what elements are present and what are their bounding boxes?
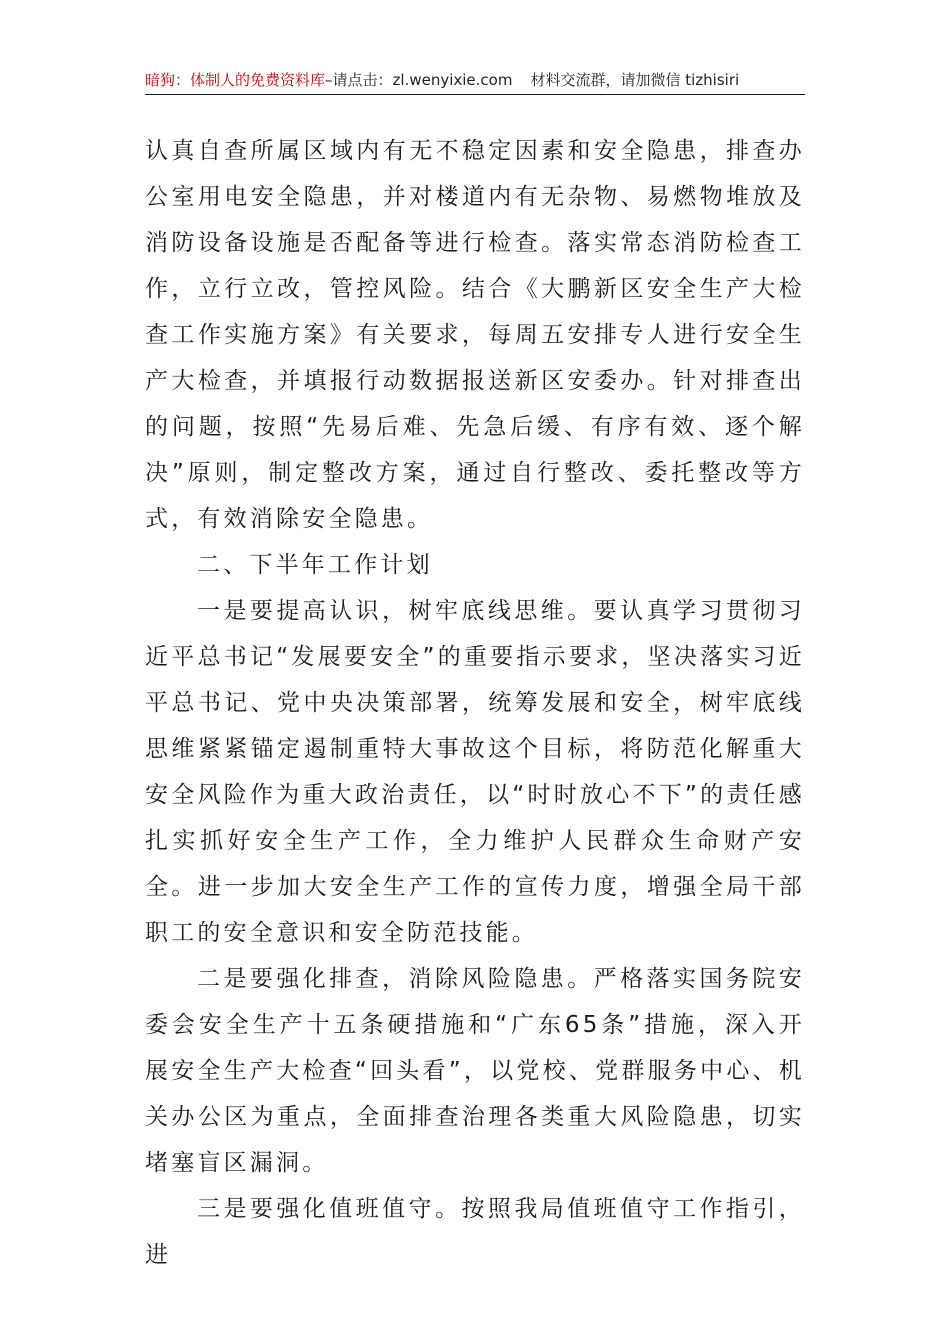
header-click-prompt: –请点击：: [325, 71, 393, 89]
header-url-link[interactable]: zl.wenyixie.com: [392, 71, 513, 89]
section-heading: 二、下半年工作计划: [197, 552, 433, 578]
header-divider: [145, 94, 805, 95]
paragraph-item-3: 三是要强化值班值守。按照我局值班值守工作指引，进: [145, 1196, 805, 1268]
paragraph-continuation: 认真自查所属区域内有无不稳定因素和安全隐患，排查办公室用电安全隐患，并对楼道内有无杂物、易燃物堆放及消防设备设施是否配备等进行检查。落实常态消防检查工作，立行立改，管控风险。结合《大鹏新区安全生产大检查工作实施方案》有关要求，每周五安排专人进行安全生产大检查，并填报行动数据报送新区安委办。针对排查出的问题，按照“先易后难、先急后缓、有序有效、逐个解决”原则，制定整改方案，通过自行整改、委托整改等方式，有效消除安全隐患。: [145, 138, 805, 532]
page-header: [145, 68, 805, 92]
header-brand: 暗狗：体制人的免费资料库: [145, 71, 326, 89]
document-body: [145, 128, 805, 1278]
paragraph-item-1: 一是要提高认识，树牢底线思维。要认真学习贯彻习近平总书记“发展要安全”的重要指示要求，坚决落实习近平总书记、党中央决策部署，统筹发展和安全，树牢底线思维紧紧锚定遏制重特大事故这个目标，将防范化解重大安全风险作为重大政治责任，以“时时放心不下”的责任感扎实抓好安全生产工作，全力维护人民群众生命财产安全。进一步加大安全生产工作的宣传力度，增强全局干部职工的安全意识和安全防范技能。: [145, 598, 805, 946]
paragraph-item-2: 二是要强化排查，消除风险隐患。严格落实国务院安委会安全生产十五条硬措施和“广东65条”措施，深入开展安全生产大检查“回头看”，以党校、党群服务中心、机关办公区为重点，全面排查治理各类重大风险隐患，切实堵塞盲区漏洞。: [145, 966, 805, 1176]
header-group-note: 材料交流群，请加微信 tizhisiri: [530, 71, 740, 89]
